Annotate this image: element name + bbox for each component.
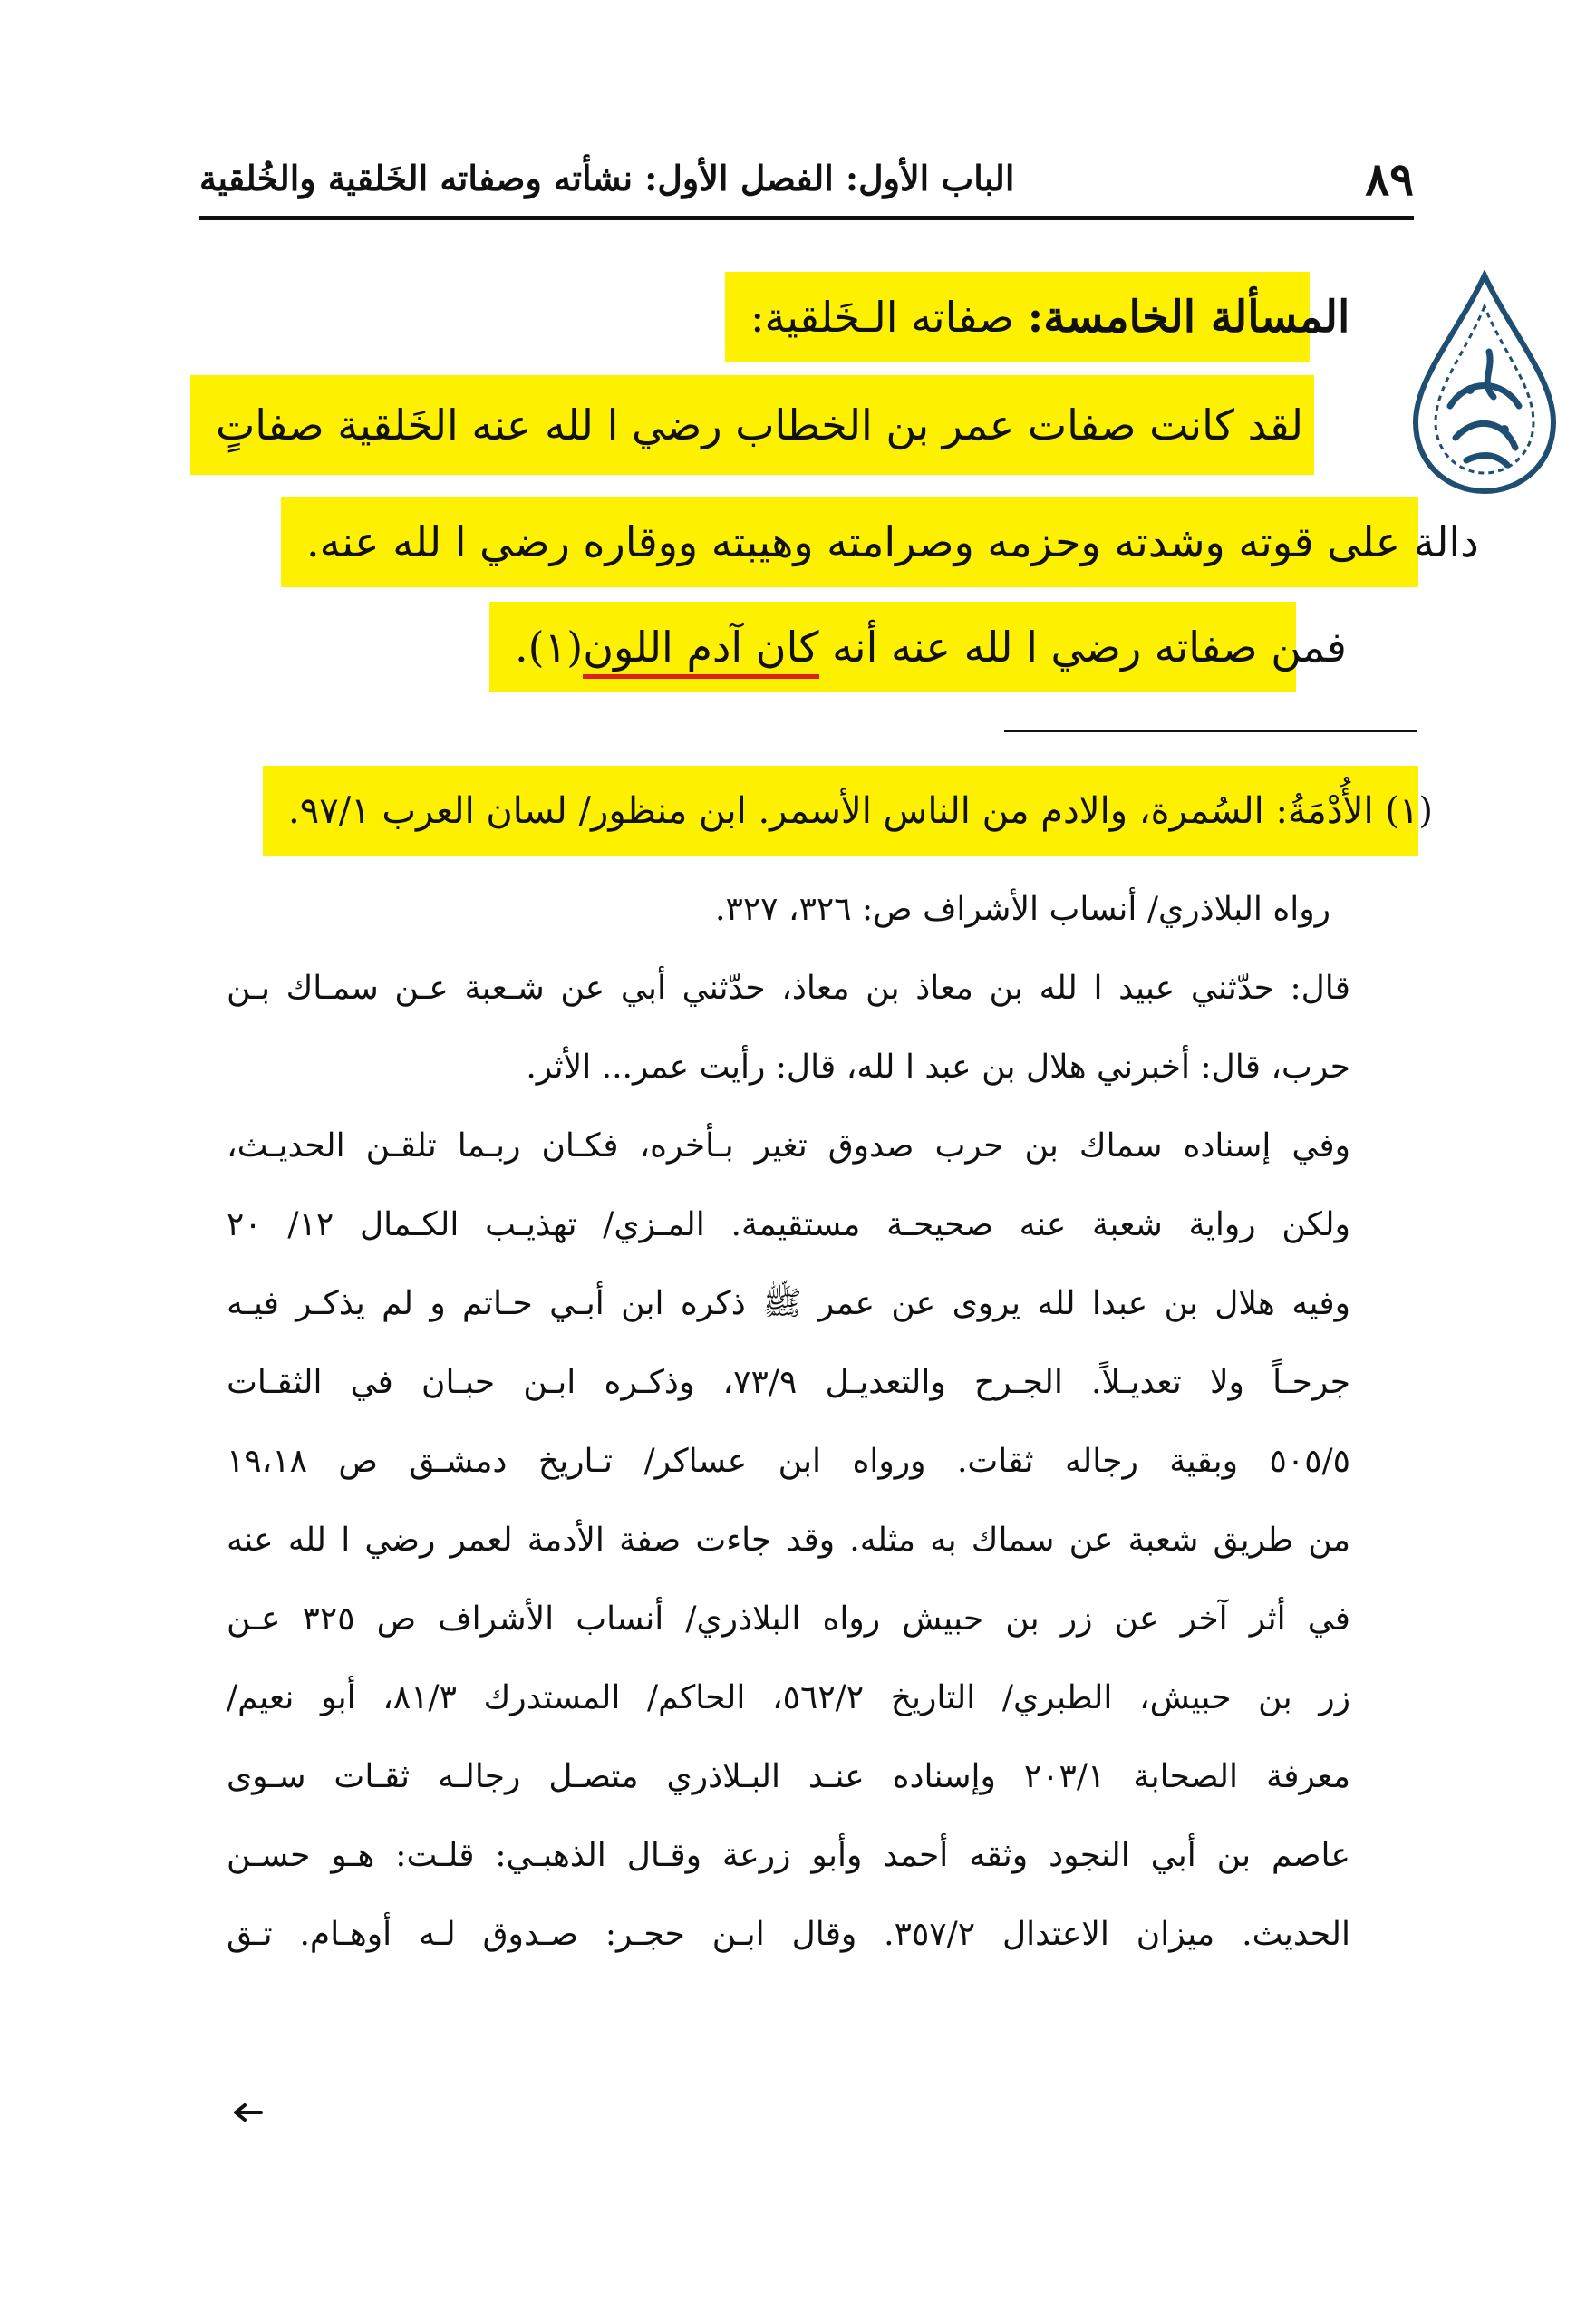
footnote-marker: (١). bbox=[515, 623, 584, 672]
paragraph-line-2: دالة على قوته وشدته وحزمه وصرامته وهيبته ووقاره رضي ا لله عنه. bbox=[306, 517, 1479, 566]
footnote-line: حرب، قال: أخبرني هلال بن عبد ا لله، قال: رأيت عمر... الأثر. bbox=[526, 1049, 1350, 1086]
line3-prefix: فمن صفاته رضي ا لله عنه أنه bbox=[818, 623, 1347, 672]
footnote-line: قال: حدّثني عبيد ا لله بن معاذ بن معاذ، حدّثني أبي عن شـعبة عـن سمـاك بـن bbox=[227, 970, 1350, 1007]
section-title-label: المسألة الخامسة: bbox=[1027, 292, 1350, 343]
calligraphy-drop-logo bbox=[1403, 270, 1566, 497]
footnote-line: في أثر آخر عن زر بن حبيش رواه البلاذري/ أنساب الأشراف ص ٣٢٥ عـن bbox=[227, 1600, 1350, 1638]
highlighted-line bbox=[489, 602, 1347, 692]
highlighted-line bbox=[281, 497, 1479, 587]
section-title-text: صفاته الـخَلقية: bbox=[750, 293, 1014, 342]
page-number: ٨٩ bbox=[1365, 152, 1414, 206]
footnote-line: عاصم بن أبي النجود وثقه أحمد وأبو زرعة وقـال الذهبـي: قلـت: هـو حسـن bbox=[227, 1837, 1350, 1874]
footnote-line: جرحـاً ولا تعديـلاً. الجـرح والتعديـل ٧٣/٩، وذكـره ابـن حبـان في الثقـات bbox=[227, 1364, 1350, 1401]
footnote-lead: (١) الأُدْمَةُ: السُمرة، والادم من الناس الأسمر. ابن منظور/ لسان العرب ٩٧/١. bbox=[288, 790, 1434, 832]
footnote-line: زر بن حبيش، الطبري/ التاريخ ٥٦٢/٢، الحاكم/ المستدرك ٨١/٣، أبو نعيم/ bbox=[227, 1679, 1350, 1716]
footnote-highlighted bbox=[263, 766, 1434, 856]
footnote-line: وفيه هلال بن عبدا لله يروى عن عمر ﷺ ذكره ابن أبـي حـاتم و لم يذكـر فيـه bbox=[227, 1285, 1350, 1322]
footnote-line: ٥٠٥/٥ وبقية رجاله ثقات. ورواه ابن عساكر/ تـاريخ دمشـق ص ١٩،١٨ bbox=[227, 1443, 1350, 1480]
footnote-line: من طريق شعبة عن سماك به مثله. وقد جاءت صفة الأدمة لعمر رضي ا لله عنه bbox=[227, 1522, 1350, 1559]
section-title bbox=[725, 272, 1350, 362]
header-rule bbox=[199, 216, 1414, 220]
paragraph-line-1: لقد كانت صفات عمر بن الخطاب رضي ا لله عنه الخَلقية صفاتٍ bbox=[216, 401, 1304, 450]
underlined-phrase: كان آدم اللون bbox=[583, 623, 819, 672]
footnote-line: وفي إسناده سماك بن حرب صدوق تغير بـأخره، فكـان ربـما تلقـن الحديـث، bbox=[227, 1127, 1350, 1165]
page-header bbox=[199, 152, 1414, 207]
footnote-line: معرفة الصحابة ٢٠٣/١ وإسناده عنـد البـلاذري متصـل رجالـه ثقـات سـوى bbox=[227, 1758, 1350, 1795]
paragraph-line-3 bbox=[515, 623, 1347, 672]
highlighted-line bbox=[190, 375, 1314, 475]
footnote-separator bbox=[1004, 730, 1417, 732]
footnote-body bbox=[227, 870, 1350, 1974]
left-arrow-icon bbox=[232, 2102, 263, 2122]
footnote-line: ولكن رواية شعبة عنه صحيحـة مستقيمة. المـزي/ تهذيـب الكـمال ١٢/ ٢٠ bbox=[227, 1206, 1350, 1243]
running-title: الباب الأول: الفصل الأول: نشأته وصفاته الخَلقية والخُلقية bbox=[199, 158, 1015, 198]
footnote-line: الحديث. ميزان الاعتدال ٣٥٧/٢. وقال ابـن حجـر: صـدوق لـه أوهـام. تـق bbox=[227, 1916, 1350, 1953]
footnote-line: رواه البلاذري/ أنساب الأشراف ص: ٣٢٦، ٣٢٧. bbox=[715, 891, 1330, 928]
